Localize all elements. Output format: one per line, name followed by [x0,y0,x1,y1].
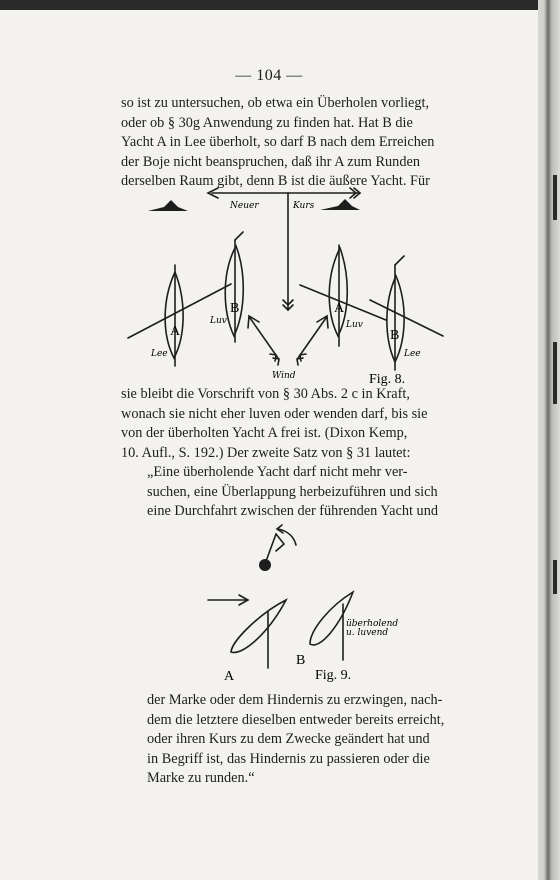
text-line: der Marke oder dem Hindernis zu erzwingen, nach- [147,692,443,708]
page-edge [538,0,560,880]
text-line: dem die letztere dieselben entweder bereits erreicht, [147,711,445,728]
text-line: von der überholten Yacht A frei ist. (Dixon Kemp, [121,425,408,441]
overtaking-annotation: überholend [346,619,399,629]
overtaking-annotation: u. luvend [346,628,389,638]
edge-mark [553,175,557,220]
boat-label-b: B [390,328,400,343]
text-line: sie bleibt die Vorschrift von § 30 Abs. 2 c in Kraft, [121,386,410,402]
flag-icon [276,534,284,551]
new-course-label: Neuer [230,201,259,211]
text-line: oder ihren Kurs zu dem Zwecke geändert hat und [147,731,430,747]
text-line: in Begriff ist, das Hindernis zu passieren oder die [147,750,430,767]
figure-8-caption: Fig. 8. [369,372,406,387]
boat-label-a: A [224,669,235,684]
page-number: — 104 — [235,67,303,84]
boat-a [231,600,286,652]
text-line: oder ob § 30g Anwendung zu finden hat. Hat B die [121,114,413,131]
paragraph-3 [147,691,456,789]
text-line: der Boje nicht beanspruchen, daß ihr A zum Runden [121,153,420,170]
text-line: „Eine überholende Yacht darf nicht mehr ver- [147,464,408,480]
text-line: eine Durchfahrt zwischen der führenden Yacht und [147,503,438,519]
text-line: wonach sie nicht eher luven oder wenden darf, bis sie [121,405,428,422]
text-line: derselben Raum gibt, denn B ist die äußere Yacht. Für [121,173,430,189]
side-label: Lee [404,349,421,359]
boat-label-a: A [334,301,345,316]
text-line: Yacht A in Lee überholt, so darf B nach dem Erreichen [121,134,435,150]
boat-label-a: A [170,324,181,339]
edge-mark [553,560,557,594]
text-line: 10. Aufl., S. 192.) Der zweite Satz von § 31 lautet: [121,444,411,461]
side-label: Lee [151,349,168,359]
mark-buoy-icon [259,559,271,571]
kurs-label: Kurs [293,201,315,211]
boat-label-b: B [230,301,240,316]
wind-label: Wind [272,371,296,381]
edge-mark [553,342,557,404]
side-label: Luv [346,320,363,330]
text-line: Marke zu runden.“ [147,770,255,786]
boat-label-b: B [296,653,306,668]
text-line: so ist zu untersuchen, ob etwa ein Überholen vorliegt, [121,95,430,111]
text-line: suchen, eine Überlappung herbeizuführen und sich [147,483,438,500]
figure-9-caption: Fig. 9. [315,668,352,683]
side-label: Luv [210,316,227,326]
